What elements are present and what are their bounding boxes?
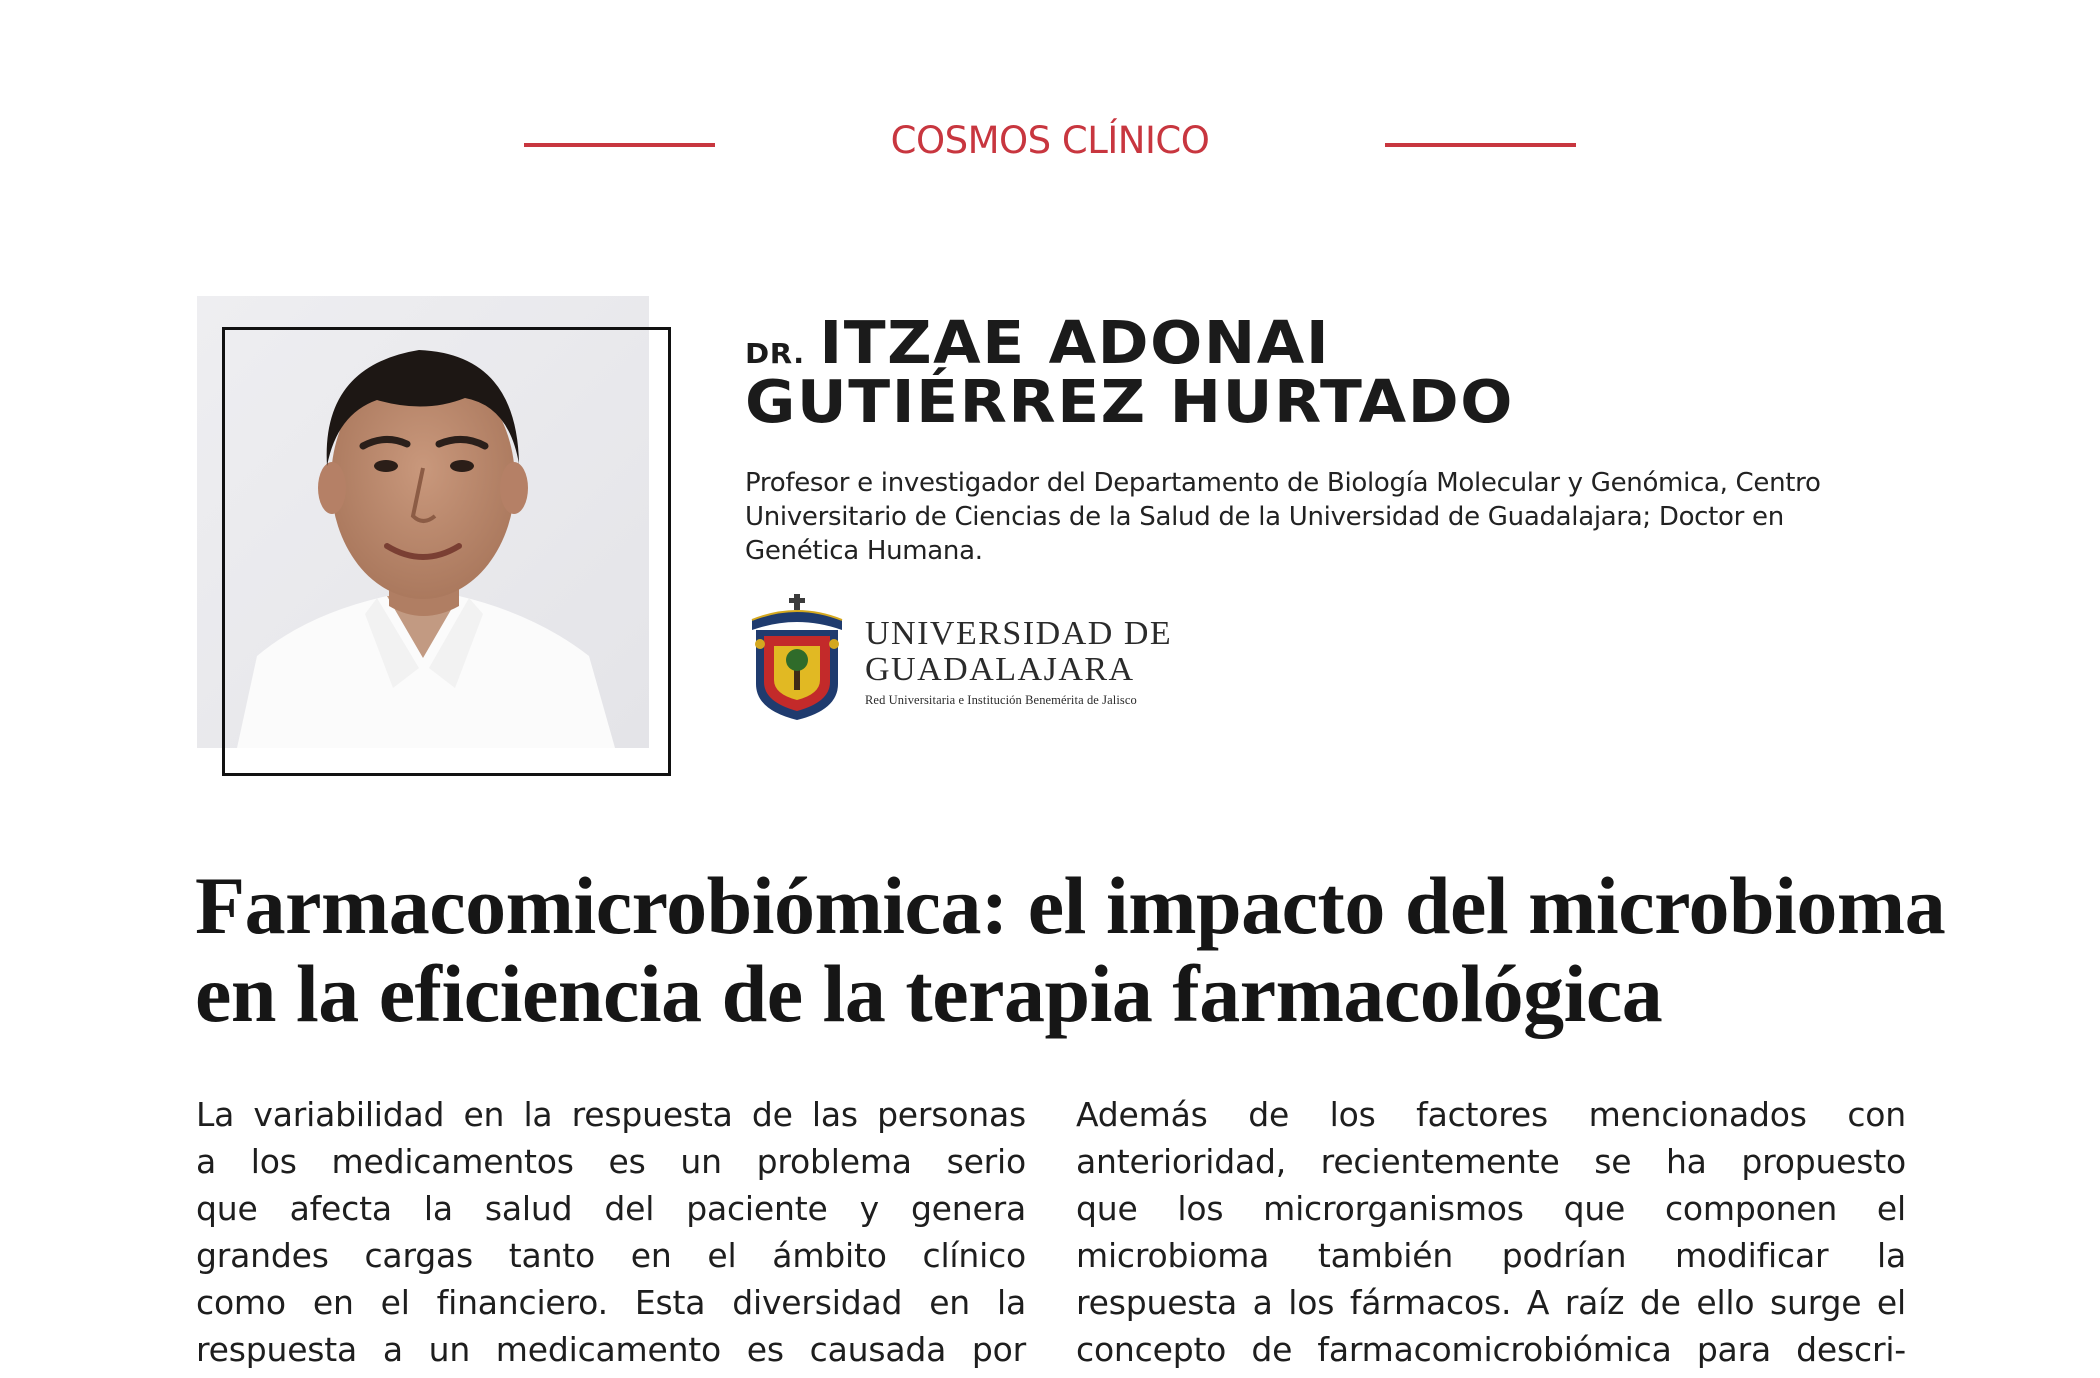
body-column-left	[196, 1091, 1026, 1373]
section-title: COSMOS CLÍNICO	[890, 119, 1210, 162]
bio-line: Universitario de Ciencias de la Salud de la Universidad de Guadalajara; Doctor en	[745, 502, 1784, 532]
university-crest-icon	[748, 592, 848, 722]
bio-line: Profesor e investigador del Departamento de Biología Molecular y Genómica, Centro	[745, 468, 1821, 498]
body-line: concepto de farmacomicrobiómica para descri-	[1076, 1330, 1906, 1369]
article-title	[195, 860, 1946, 1039]
body-line: a los medicamentos es un problema serio	[196, 1142, 1026, 1181]
photo-frame	[222, 327, 671, 776]
university-name-line2: GUADALAJARA	[865, 651, 1135, 688]
author-title-prefix: DR.	[745, 337, 805, 370]
author-name-line2: GUTIÉRREZ HURTADO	[745, 367, 1514, 436]
article-title-line: en la eficiencia de la terapia farmacológica	[195, 948, 1663, 1039]
university-name-line1: UNIVERSIDAD DE	[865, 615, 1173, 652]
bio-line: Genética Humana.	[745, 536, 983, 566]
body-line: como en el financiero. Esta diversidad en la	[196, 1283, 1026, 1322]
university-tagline: Red Universitaria e Institución Benemérita de Jalisco	[865, 693, 1137, 707]
body-line: Además de los factores mencionados con	[1076, 1095, 1906, 1134]
body-line: respuesta a los fármacos. A raíz de ello surge el	[1076, 1283, 1906, 1322]
author-name	[745, 308, 1514, 436]
article-title-line: Farmacomicrobiómica: el impacto del microbioma	[195, 860, 1946, 951]
body-line: que afecta la salud del paciente y genera	[196, 1189, 1026, 1228]
body-line: anterioridad, recientemente se ha propuesto	[1076, 1142, 1906, 1181]
section-rule-right	[1385, 143, 1576, 147]
body-line: que los microrganismos que componen el	[1076, 1189, 1906, 1228]
body-line: respuesta a un medicamento es causada por	[196, 1330, 1026, 1369]
body-line: microbioma también podrían modificar la	[1076, 1236, 1906, 1275]
section-rule-left	[524, 143, 715, 147]
author-name-line1: ITZAE ADONAI	[819, 308, 1331, 377]
author-bio	[745, 466, 1855, 568]
body-line: grandes cargas tanto en el ámbito clínico	[196, 1236, 1026, 1275]
body-column-right	[1076, 1091, 1906, 1373]
university-name	[865, 617, 1172, 707]
body-line: La variabilidad en la respuesta de las personas	[196, 1095, 1026, 1134]
